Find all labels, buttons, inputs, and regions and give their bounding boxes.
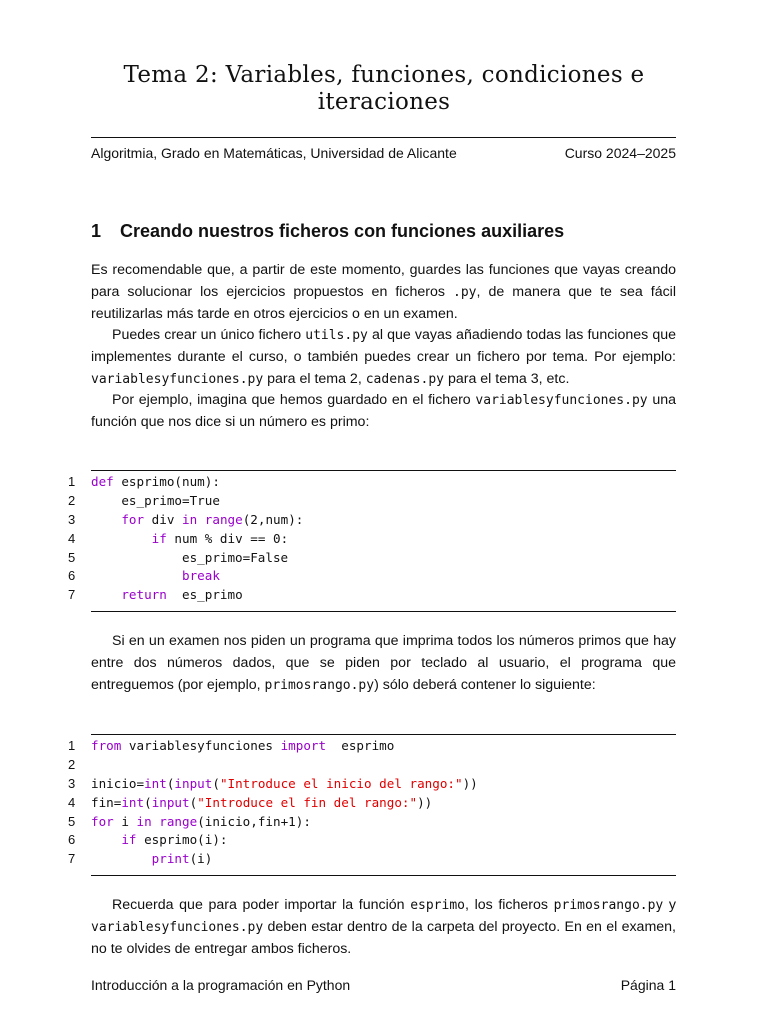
p1-text-a: Es recomendable que, a partir de este momento, guardes las funciones que vayas creando para solucionar los ejercicios propuestos en ficheros [91,262,676,300]
line-number: 2 [68,756,76,772]
code-text: num % div == 0: [166,530,289,546]
section-number: 1 [91,221,102,241]
code-line [0,831,768,850]
code-line [0,492,768,511]
code-line [0,813,768,832]
code-line [0,775,768,794]
course-year: Curso 2024–2025 [564,145,676,161]
p5-code-2: primosrango.py [553,898,664,913]
code-keyword: range [159,813,198,829]
code-keyword: for [91,813,114,829]
line-number: 7 [68,587,76,603]
page-number: Página 1 [620,977,676,993]
code-indent [91,531,152,546]
code2-top-rule [91,734,676,735]
line-number: 7 [68,851,76,867]
code2-bottom-rule [91,875,676,876]
p5-text-c: y [663,897,676,913]
code-keyword: def [91,474,114,489]
code-keyword: int [144,775,167,791]
paragraph-1 [91,260,676,325]
code-text: es_primo [166,587,243,603]
code-text: esprimo(num): [113,474,220,489]
code-text: ( [189,794,198,810]
p3-text-a: Por ejemplo, imagina que hemos guardado en el fichero [112,392,476,408]
code-text: fin= [91,794,122,810]
code-line [0,794,768,813]
footer-title: Introducción a la programación en Python [91,977,351,993]
line-number: 1 [68,738,76,753]
code-keyword: if [151,530,167,546]
p3-code: variablesyfunciones.py [475,393,648,408]
document-title [0,62,768,116]
section-title: Creando nuestros ficheros con funciones auxiliares [120,221,565,241]
line-number: 5 [68,813,76,829]
code-keyword: in [182,511,198,527]
paragraph-4 [91,631,676,696]
code-indent [91,568,182,583]
code-listing-2 [0,737,768,869]
code-text: es_primo=True [91,492,220,508]
code-text: ( [144,794,152,810]
p4-code: primosrango.py [264,677,375,693]
line-number: 5 [68,549,76,565]
code-text: es_primo=False [91,549,289,565]
p5-text-b: , los ficheros [464,897,554,913]
code-line [0,511,768,530]
code-text: ( [166,775,175,791]
p2-code-2: variablesyfunciones.py [91,371,264,387]
code-keyword: break [182,568,220,584]
p4-text-b: ) sólo deberá contener lo siguiente: [374,676,596,693]
code-text: inicio= [91,775,145,791]
code-line [0,473,768,492]
code-indent [91,512,121,527]
p2-text-c: para el tema 2, [263,370,366,387]
code-text: )) [462,775,478,791]
code-line [0,850,768,869]
section-heading [91,221,564,242]
code-text: ( [212,775,220,791]
line-number: 3 [68,511,76,527]
code-text: esprimo [326,738,395,753]
code-keyword: for [121,511,145,527]
code-text: i [113,813,137,829]
line-number: 2 [68,492,76,508]
code-keyword: int [121,794,145,810]
p1-code: .py [453,284,477,300]
code-keyword: from [91,738,122,753]
code-indent [91,832,121,847]
title-line-1: Tema 2: Variables, funciones, condiciones e [123,62,645,88]
code-keyword: input [174,775,213,791]
code-line [0,530,768,549]
code-text: )) [417,794,433,810]
code-line [0,549,768,568]
code-indent [91,587,121,602]
p2-text-b: al que vayas añadiendo todas las funciones que implementes durante el curso, o también puedes crear un fichero por tema. Por ejemplo: [91,327,676,365]
p2-code-1: utils.py [305,328,368,343]
line-number: 6 [68,568,76,584]
code-text: div [144,511,183,527]
line-number: 1 [68,474,76,489]
title-line-2: iteraciones [317,89,451,115]
line-number: 3 [68,775,76,791]
code-line [0,756,768,775]
p2-text-d: para el tema 3, etc. [444,370,570,387]
code-keyword: return [121,587,167,603]
paragraph-3 [91,390,676,434]
paragraph-2 [91,325,676,390]
code-keyword: print [151,851,190,867]
code-text: (2,num): [242,511,304,527]
code-keyword: input [151,794,190,810]
code-string: "Introduce el fin del rango:" [197,794,418,810]
code-keyword: in [136,813,152,829]
p3-text-b: una función que nos dice si un número es primo: [91,392,676,430]
code-text: variablesyfunciones [121,738,281,753]
code-listing-1 [0,473,768,605]
code-line [0,737,768,756]
code-indent [91,851,152,866]
code-line [0,586,768,605]
paragraph-5 [91,895,676,960]
code-text: esprimo(i): [136,832,228,848]
code-text: (i) [189,851,213,867]
p2-text-a: Puedes crear un único fichero [112,327,306,343]
code-space [197,512,205,527]
code-line [0,567,768,586]
line-number: 6 [68,832,76,848]
p5-text-d: deben estar dentro de la carpeta del proyecto. En en el examen, no te olvides de entregar ambos ficheros. [91,918,676,957]
code-string: "Introduce el inicio del rango:" [219,775,463,791]
p5-text-a: Recuerda que para poder importar la función [112,897,411,913]
course-info: Algoritmia, Grado en Matemáticas, Universidad de Alicante [91,145,457,161]
p5-code-3: variablesyfunciones.py [91,919,264,935]
code-keyword: range [204,511,243,527]
line-number: 4 [68,794,76,810]
p4-text-a: Si en un examen nos piden un programa que imprima todos los números primos que hay entre dos números dados, que se piden por teclado al usuario, el programa que entreguemos (por ejemplo, [91,633,676,693]
header-rule [91,137,676,138]
code1-bottom-rule [91,611,676,612]
code1-top-rule [91,470,676,471]
code-text: (inicio,fin+1): [197,813,311,829]
p2-code-3: cadenas.py [365,371,444,387]
p1-text-b: , de manera que te sea fácil reutilizarlas más tarde en otros ejercicios o en un examen. [91,283,676,322]
code-keyword: import [280,738,327,753]
code-keyword: if [121,832,137,848]
p5-code-1: esprimo [410,898,465,913]
line-number: 4 [68,530,76,546]
